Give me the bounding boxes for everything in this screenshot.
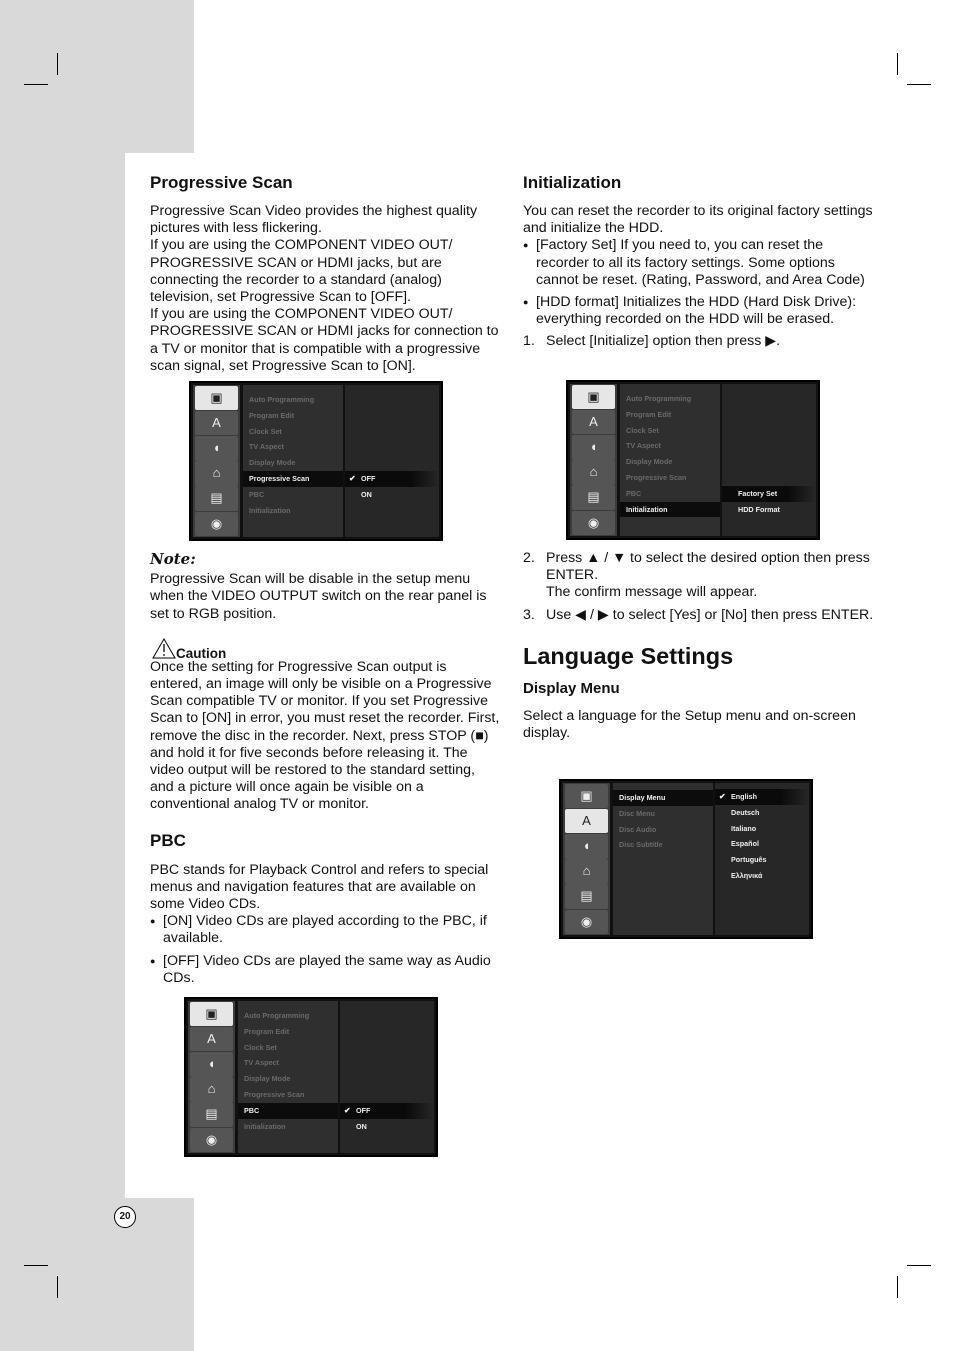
menu-item: Display Mode (626, 457, 673, 467)
caution-header (150, 640, 502, 660)
film-icon: ▤ (195, 486, 238, 511)
setup-icon-column (570, 384, 617, 536)
option-factory-set: Factory Set (722, 486, 816, 502)
option-off-checked: ✔ OFF (340, 1103, 434, 1119)
disc-icon: ◉ (190, 1128, 233, 1153)
step-number: 1. (523, 333, 535, 350)
lock-icon: ⌂ (195, 461, 238, 486)
step-text: Select [Initialize] option then press ▶. (546, 333, 781, 350)
menu-item: TV Aspect (244, 1058, 279, 1068)
language-option: Português (731, 855, 767, 865)
setup-icon-column (188, 1001, 235, 1153)
initialization-heading: Initialization (523, 173, 622, 192)
lock-icon: ⌂ (565, 859, 608, 884)
option-on: ON (361, 489, 372, 499)
setup-menu-list (238, 1001, 338, 1153)
initialization-intro: You can reset the recorder to its original factory settings and initialize the HDD. (523, 203, 873, 237)
menu-item-selected: Display Menu (613, 790, 713, 806)
language-option-list (715, 783, 809, 935)
menu-item: Auto Programming (249, 395, 315, 404)
hdd-format-bullet: ● [HDD format] Initializes the HDD (Hard Disk Drive): everything recorded on the HDD will be erased. (523, 294, 879, 328)
menu-item-selected: Initialization (620, 502, 720, 518)
language-option-checked: ✔ English (715, 789, 809, 805)
right-column (523, 173, 879, 351)
crop-mark (57, 1276, 58, 1298)
option-list (340, 1001, 434, 1153)
language-settings-heading: Language Settings (523, 642, 734, 669)
right-column-steps (523, 550, 879, 742)
page-number: 20 (114, 1206, 136, 1228)
menu-item: Program Edit (244, 1026, 290, 1036)
lock-icon: ⌂ (572, 460, 615, 485)
menu-item: Clock Set (626, 425, 659, 435)
language-menu-list (613, 783, 713, 935)
note-text: Progressive Scan will be disable in the setup menu when the VIDEO OUTPUT switch on the rear panel is set to RGB position. (150, 571, 487, 622)
caution-title: Caution (176, 645, 227, 661)
progressive-scan-intro: Progressive Scan Video provides the highest quality pictures with less flickering. (150, 203, 478, 237)
step-2 (523, 550, 879, 602)
step-text: Press ▲ / ▼ to select the desired option then press ENTER. (546, 550, 870, 584)
note-title: Note: (150, 550, 196, 568)
menu-item: TV Aspect (249, 442, 284, 452)
setup-screen-initialization (566, 380, 820, 540)
menu-item-selected: Progressive Scan (243, 471, 343, 487)
option-list (722, 384, 816, 536)
option-hdd-format: HDD Format (738, 504, 780, 514)
disc-icon: ◉ (572, 511, 615, 536)
menu-item: PBC (249, 489, 265, 499)
crop-mark (907, 84, 931, 85)
option-off-checked: ✔ OFF (345, 471, 439, 487)
disc-icon: ◉ (195, 512, 238, 537)
crop-mark (897, 53, 898, 75)
letter-a-icon: A (565, 809, 608, 834)
lock-icon: ⌂ (190, 1077, 233, 1102)
warning-triangle-icon (152, 638, 176, 659)
film-icon: ▤ (565, 884, 608, 909)
pbc-bullet-off: ● [OFF] Video CDs are played the same way as Audio CDs. (150, 953, 502, 987)
progressive-scan-heading: Progressive Scan (150, 173, 293, 192)
setup-screen-language (559, 779, 813, 939)
crop-mark (897, 1276, 898, 1298)
display-menu-text: Select a language for the Setup menu and on-screen display. (523, 707, 856, 742)
menu-item: Program Edit (249, 410, 295, 420)
film-icon: ▤ (572, 485, 615, 510)
setup-menu-list (243, 385, 343, 537)
step-subtext: The confirm message will appear. (546, 584, 758, 601)
menu-item-selected: PBC (238, 1103, 338, 1119)
speaker-icon: ◖ (565, 834, 608, 859)
menu-item: Clock Set (249, 426, 282, 436)
tv-icon: ▣ (565, 784, 608, 809)
crop-mark (24, 84, 48, 85)
tv-icon: ▣ (195, 386, 238, 411)
menu-item: Display Mode (244, 1074, 291, 1084)
option-on: ON (356, 1121, 367, 1131)
pbc-heading: PBC (150, 830, 186, 850)
step-1 (523, 333, 879, 350)
left-column (150, 173, 502, 375)
language-option: Italiano (731, 823, 757, 833)
crop-mark (24, 1265, 48, 1266)
menu-item: Progressive Scan (626, 472, 687, 482)
display-menu-subheading: Display Menu (523, 679, 620, 697)
step-number: 3. (523, 606, 535, 623)
language-option: Ελληνικά (731, 870, 763, 880)
step-number: 2. (523, 550, 535, 566)
menu-item: Disc Audio (619, 824, 657, 834)
left-column-notes (150, 551, 502, 987)
speaker-icon: ◖ (195, 436, 238, 461)
menu-item: PBC (626, 488, 642, 498)
menu-item: Program Edit (626, 409, 672, 419)
step-3 (523, 607, 879, 624)
language-option: Español (731, 839, 759, 849)
setup-menu-list (620, 384, 720, 536)
tv-icon: ▣ (190, 1002, 233, 1027)
menu-item: Disc Menu (619, 808, 655, 818)
progressive-scan-analog: If you are using the COMPONENT VIDEO OUT/ PROGRESSIVE SCAN or HDMI jacks, but are connecting the recorder to a standard (analog) television, set Progressive Scan to [OFF]. (150, 237, 453, 306)
crop-mark (907, 1265, 931, 1266)
setup-screen-progressive (189, 381, 443, 541)
step-text: Use ◀ / ▶ to select [Yes] or [No] then press ENTER. (546, 606, 874, 623)
factory-set-bullet: ● [Factory Set] If you need to, you can reset the recorder to all its factory settings. Some options cannot be reset. (Rating, Password, and Area Code) (523, 237, 879, 289)
menu-item: Disc Subtitle (619, 840, 663, 850)
language-option: Deutsch (731, 807, 760, 817)
pbc-bullet-on: ● [ON] Video CDs are played according to the PBC, if available. (150, 913, 502, 947)
letter-a-icon: A (572, 410, 615, 435)
menu-item: Progressive Scan (244, 1089, 305, 1099)
tv-icon: ▣ (572, 385, 615, 410)
film-icon: ▤ (190, 1102, 233, 1127)
letter-a-icon: A (190, 1027, 233, 1052)
menu-item: Initialization (249, 505, 291, 515)
disc-icon: ◉ (565, 910, 608, 935)
menu-item: Clock Set (244, 1042, 277, 1052)
menu-item: Auto Programming (626, 394, 692, 403)
menu-item: Auto Programming (244, 1011, 310, 1020)
menu-item: TV Aspect (626, 441, 661, 451)
setup-icon-column (563, 783, 610, 935)
speaker-icon: ◖ (190, 1052, 233, 1077)
menu-item: Display Mode (249, 458, 296, 468)
caution-text: Once the setting for Progressive Scan output is entered, an image will only be visible on a Progressive Scan compatible TV or monitor. If you set Progressive Scan to [ON] in error, you must reset the recorder. First, remove the disc in the recorder. Next, press STOP (■) and hold it for five seconds before releasing it. The video output will be restored to the standard setting, and a picture will once again be visible on a conventional analog TV or monitor. (150, 658, 500, 813)
speaker-icon: ◖ (572, 435, 615, 460)
pbc-intro: PBC stands for Playback Control and refers to special menus and navigation features that are available on some Video CDs. (150, 861, 489, 913)
letter-a-icon: A (195, 411, 238, 436)
setup-screen-pbc (184, 997, 438, 1157)
progressive-scan-compatible: If you are using the COMPONENT VIDEO OUT/ PROGRESSIVE SCAN or HDMI jacks for connection to a TV or monitor that is compatible with a progressive scan signal, set Progressive Scan to [ON]. (150, 306, 499, 374)
option-list (345, 385, 439, 537)
menu-item: Initialization (244, 1121, 286, 1131)
crop-mark (57, 53, 58, 75)
setup-icon-column (193, 385, 240, 537)
